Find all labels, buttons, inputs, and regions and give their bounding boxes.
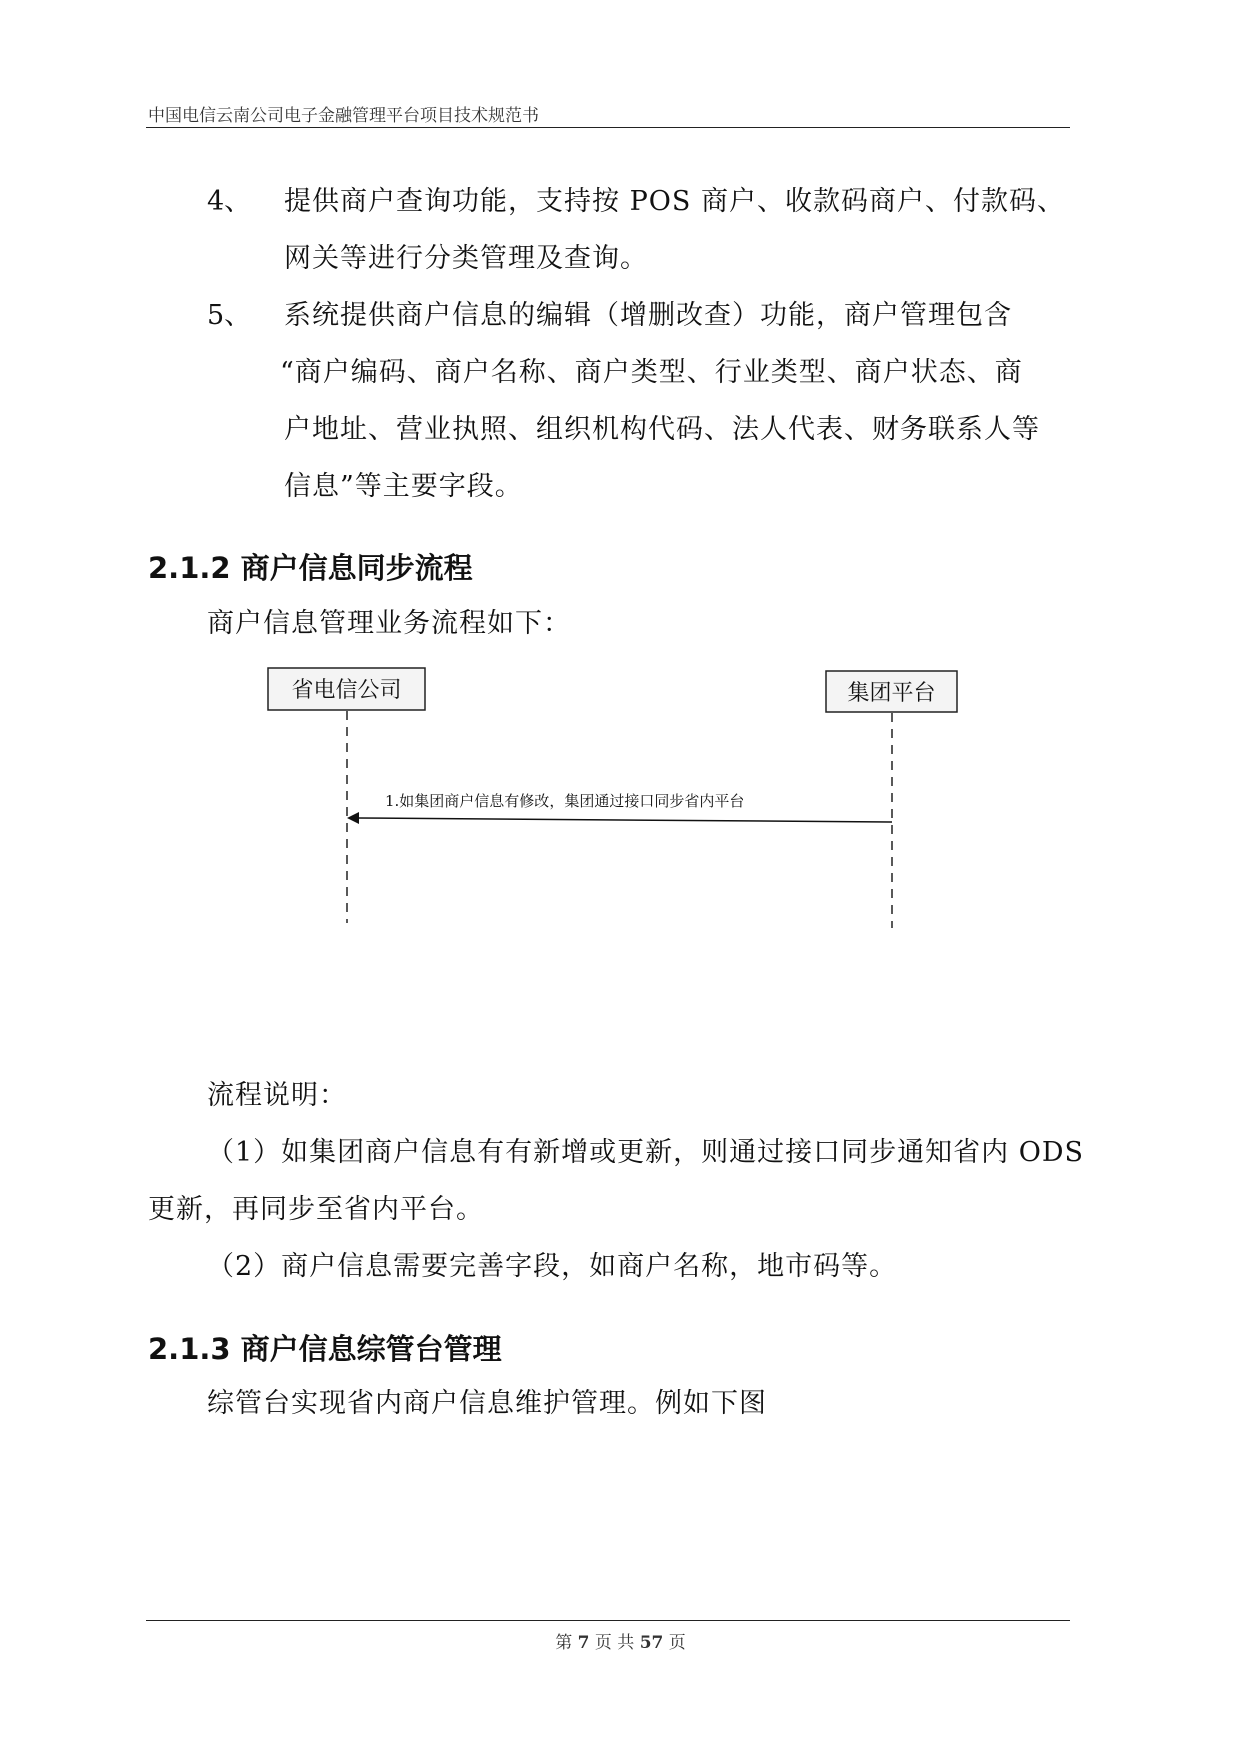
flow-note-1-line-1: （1）如集团商户信息有有新增或更新，则通过接口同步通知省内 ODS bbox=[207, 1137, 1085, 1168]
footer-divider bbox=[146, 1620, 1070, 1621]
message-arrow bbox=[357, 818, 892, 822]
flow-note-1-line-2: 更新，再同步至省内平台。 bbox=[148, 1194, 484, 1225]
list-item-number: 5、 bbox=[207, 300, 252, 331]
section-intro-212: 商户信息管理业务流程如下： bbox=[207, 608, 571, 639]
list-item-line: 提供商户查询功能，支持按 POS 商户、收款码商户、付款码、 bbox=[284, 186, 1065, 217]
footer-total-pages: 57 bbox=[639, 1633, 664, 1653]
page-footer bbox=[0, 1628, 1241, 1653]
footer-suffix: 页 bbox=[668, 1633, 686, 1653]
participant-label-left: 省电信公司 bbox=[291, 678, 402, 703]
document-header-title: 中国电信云南公司电子金融管理平台项目技术规范书 bbox=[148, 106, 539, 126]
arrowhead-icon bbox=[347, 812, 359, 824]
list-item-line: 网关等进行分类管理及查询。 bbox=[284, 243, 648, 274]
footer-middle: 页 共 bbox=[594, 1633, 635, 1653]
list-item-number: 4、 bbox=[207, 186, 252, 217]
section-heading-213: 2.1.3 商户信息综管台管理 bbox=[148, 1332, 502, 1366]
flow-note-2: （2）商户信息需要完善字段，如商户名称，地市码等。 bbox=[207, 1251, 898, 1282]
section-heading-212: 2.1.2 商户信息同步流程 bbox=[148, 551, 473, 585]
footer-prefix: 第 bbox=[555, 1633, 573, 1653]
list-item-line: 户地址、营业执照、组织机构代码、法人代表、财务联系人等 bbox=[284, 414, 1040, 445]
section-intro-213: 综管台实现省内商户信息维护管理。例如下图 bbox=[207, 1388, 767, 1419]
flow-notes-title: 流程说明： bbox=[207, 1080, 347, 1111]
list-item-line: 信息”等主要字段。 bbox=[284, 471, 523, 502]
message-label: 1.如集团商户信息有修改，集团通过接口同步省内平台 bbox=[385, 792, 745, 810]
list-item-line: “商户编码、商户名称、商户类型、行业类型、商户状态、商 bbox=[280, 357, 1023, 388]
footer-page-number: 7 bbox=[577, 1633, 590, 1653]
participant-label-right: 集团平台 bbox=[847, 681, 936, 706]
list-item-line: 系统提供商户信息的编辑（增删改查）功能，商户管理包含 bbox=[284, 300, 1012, 331]
